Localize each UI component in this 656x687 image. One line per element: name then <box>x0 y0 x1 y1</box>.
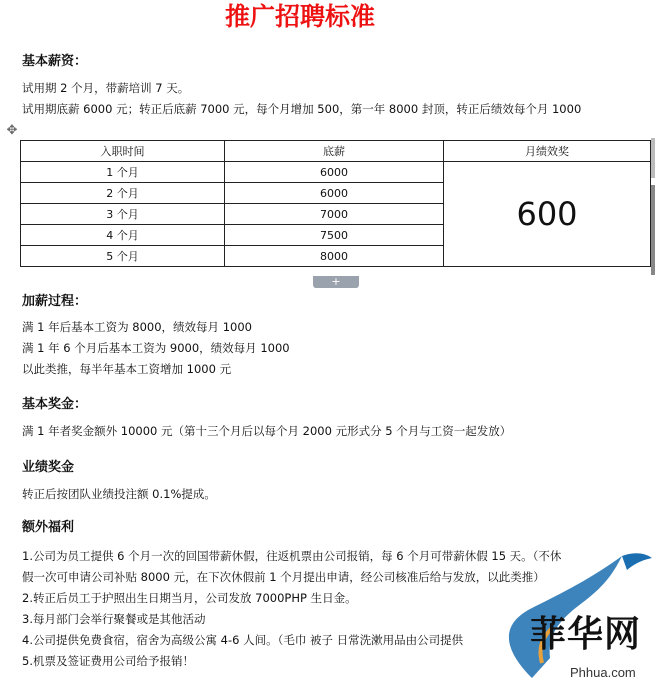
table-cell-time: 3 个月 <box>21 204 225 225</box>
watermark-name: 菲华网 <box>530 613 642 655</box>
table-cell-time: 1 个月 <box>21 162 225 183</box>
table-header-cell: 入职时间 <box>21 141 225 162</box>
table-header-row <box>21 141 651 162</box>
raise-heading: 加薪过程： <box>22 294 88 309</box>
table-cell-base: 7500 <box>225 225 444 246</box>
table-cell-base: 8000 <box>225 246 444 267</box>
table-column-resize-handle[interactable] <box>651 138 655 178</box>
performance-line: 转正后按团队业绩投注额 0.1%提成。 <box>22 487 216 501</box>
raise-line: 满 1 年后基本工资为 8000，绩效每月 1000 <box>22 320 252 334</box>
benefits-line: 假一次可申请公司补贴 8000 元，在下次休假前 1 个月提出申请，经公司核准后给与发放，以此类推） <box>22 570 545 584</box>
benefits-line: 5.机票及签证费用公司给予报销！ <box>22 654 194 668</box>
award-line: 满 1 年者奖金额外 10000 元（第十三个月后以每个月 2000 元形式分 5 个月与工资一起发放） <box>22 424 512 438</box>
table-cell-base: 6000 <box>225 183 444 204</box>
page-title: 推广招聘标准 <box>224 2 375 31</box>
table-cell-bonus: 600 <box>444 162 651 267</box>
raise-line: 满 1 年 6 个月后基本工资为 9000，绩效每月 1000 <box>22 341 290 355</box>
table-row <box>21 162 651 183</box>
table-cell-time: 5 个月 <box>21 246 225 267</box>
benefits-line: 3.每月部门会举行聚餐或是其他活动 <box>22 612 206 626</box>
raise-line: 以此类推，每半年基本工资增加 1000 元 <box>22 362 232 376</box>
basic-salary-heading: 基本薪资： <box>22 54 88 69</box>
table-header-cell: 底薪 <box>225 141 444 162</box>
table-cell-base: 6000 <box>225 162 444 183</box>
benefits-line: 1.公司为员工提供 6 个月一次的回国带薪休假，往返机票由公司报销，每 6 个月可带薪休假 15 天。（不休 <box>22 549 562 563</box>
salary-table <box>20 140 651 267</box>
add-table-row-button[interactable]: + <box>313 276 359 288</box>
benefits-heading: 额外福利 <box>22 520 75 535</box>
table-header-cell: 月绩效奖 <box>444 141 651 162</box>
watermark-url: Phhua.com <box>570 665 636 680</box>
benefits-line: 2.转正后员工于护照出生日期当月，公司发放 7000PHP 生日金。 <box>22 591 357 605</box>
basic-salary-line-1: 试用期 2 个月，带薪培训 7 天。 <box>22 81 190 95</box>
table-cell-time: 4 个月 <box>21 225 225 246</box>
table-row-resize-handle[interactable] <box>651 185 655 275</box>
benefits-line: 4.公司提供免费食宿，宿舍为高级公寓 4-6 人间。（毛巾 被子 日常洗漱用品由公司提供 <box>22 633 464 647</box>
award-heading: 基本奖金： <box>22 397 88 412</box>
basic-salary-line-2: 试用期底薪 6000 元；转正后底薪 7000 元，每个月增加 500，第一年 8000 封顶，转正后绩效每个月 1000 <box>22 102 582 116</box>
table-cell-time: 2 个月 <box>21 183 225 204</box>
table-move-handle-icon[interactable]: ✥ <box>6 123 18 138</box>
performance-heading: 业绩奖金 <box>22 460 75 475</box>
table-cell-base: 7000 <box>225 204 444 225</box>
